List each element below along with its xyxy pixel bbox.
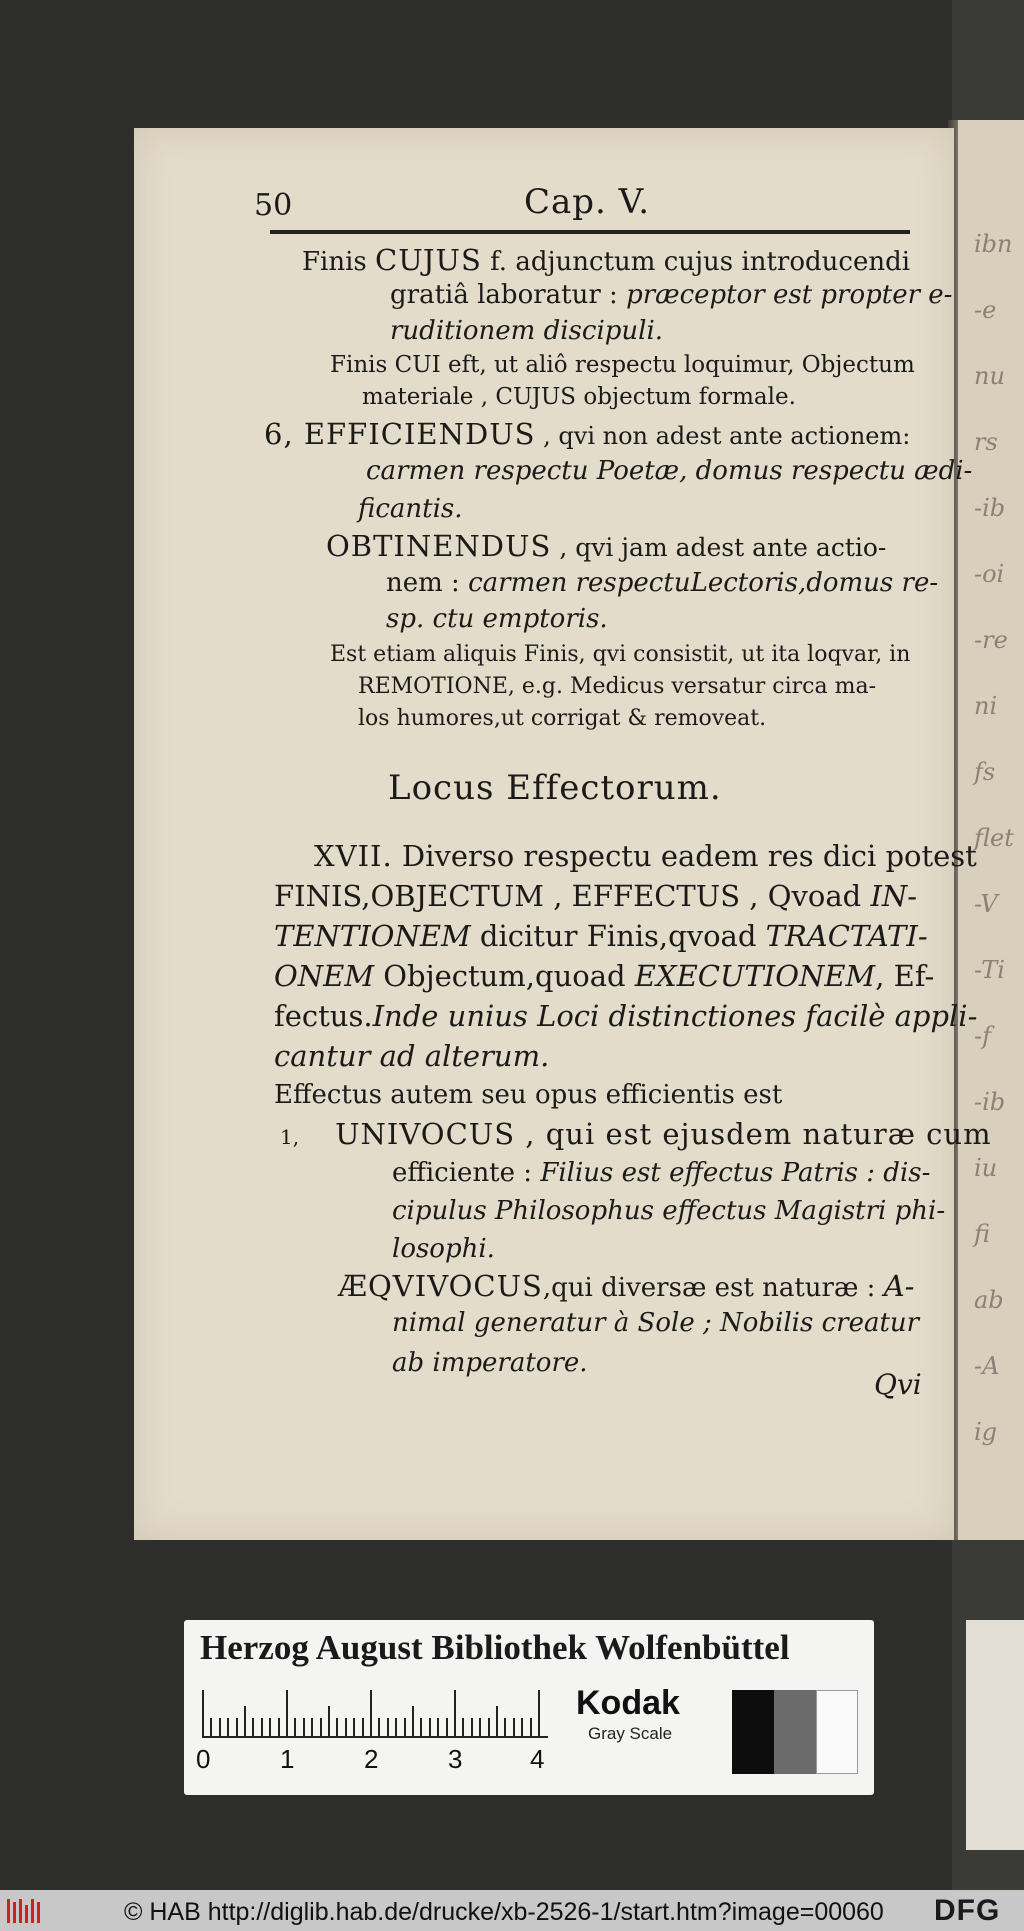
head-rule (270, 230, 910, 234)
page-number: 50 (254, 188, 293, 223)
text-line: sp. ctu emptoris. (386, 604, 608, 634)
ruler-tick (521, 1718, 523, 1736)
ruler-tick (311, 1718, 313, 1736)
section-heading: Locus Effectorum. (388, 768, 722, 808)
text-line: fectus.Inde unius Loci distinctiones facilè appli- (274, 999, 978, 1033)
text-line: 1, UNIVOCUS , qui est ejusdem naturæ cum (280, 1117, 992, 1151)
ruler-tick (219, 1718, 221, 1736)
footer-bar (0, 1890, 1024, 1931)
ruler-tick (252, 1718, 254, 1736)
ruler-tick (454, 1690, 456, 1736)
swatch-white (816, 1690, 858, 1774)
ruler-tick (370, 1690, 372, 1736)
text-line: 6, EFFICIENDUS , qvi non adest ante actionem: (264, 417, 911, 451)
text-line: efficiente : Filius est effectus Patris : dis- (392, 1158, 931, 1188)
ruler-tick (269, 1718, 271, 1736)
facing-page-fragment: rs (974, 428, 998, 456)
text-line: cantur ad alterum. (274, 1039, 550, 1073)
facing-page-fragment: fs (974, 758, 996, 786)
ruler-tick (446, 1718, 448, 1736)
text-line: ruditionem discipuli. (390, 316, 664, 346)
hab-logo-icon (6, 1897, 46, 1925)
facing-page-fragment: -Ti (974, 956, 1005, 984)
ruler-tick (437, 1718, 439, 1736)
text-line: TENTIONEM dicitur Finis,qvoad TRACTATI- (274, 919, 928, 953)
gray-scale-label: Gray Scale (588, 1724, 673, 1743)
text-line: carmen respectu Poetæ, domus respectu ædi- (366, 456, 973, 486)
ruler-tick (513, 1718, 515, 1736)
text-line: XVII. Diverso respectu eadem res dici potest (314, 839, 977, 873)
facing-page-fragment: iu (974, 1154, 998, 1182)
ruler-tick (378, 1718, 380, 1736)
ruler-tick (471, 1718, 473, 1736)
ruler-tick (353, 1718, 355, 1736)
ruler-tick (286, 1690, 288, 1736)
facing-page-fragment: flet (974, 824, 1014, 852)
ruler-tick (504, 1718, 506, 1736)
dfg-logo: DFG (934, 1894, 1001, 1927)
swatch-black (732, 1690, 774, 1774)
color-target (184, 1620, 874, 1795)
kodak-logo: Kodak (576, 1684, 680, 1722)
text-line: FINIS,OBJECTUM , EFFECTUS , Qvoad IN- (274, 879, 918, 913)
facing-page-strip (956, 120, 1024, 1540)
ruler-tick (429, 1718, 431, 1736)
text-line: Finis CUI eft, ut aliô respectu loquimur, Objectum (330, 352, 915, 378)
ruler-tick (320, 1718, 322, 1736)
ruler-number: 0 (196, 1744, 211, 1774)
ruler-tick (336, 1718, 338, 1736)
facing-page-fragment: ig (974, 1418, 998, 1446)
ruler-tick (236, 1718, 238, 1736)
facing-page-fragment: -A (974, 1352, 1000, 1380)
text-line: los humores,ut corrigat & removeat. (358, 706, 767, 731)
ruler-tick (345, 1718, 347, 1736)
ruler-tick (227, 1718, 229, 1736)
facing-page-fragment: -ib (974, 494, 1006, 522)
ruler-tick (387, 1718, 389, 1736)
ruler (202, 1690, 548, 1738)
ruler-tick (210, 1718, 212, 1736)
ruler-tick (294, 1718, 296, 1736)
ruler-tick (328, 1706, 330, 1736)
ruler-tick (362, 1718, 364, 1736)
facing-page-fragment: fi (974, 1220, 991, 1248)
facing-page-fragment: -oi (974, 560, 1005, 588)
ruler-tick (488, 1718, 490, 1736)
facing-page-fragment: -f (974, 1022, 991, 1050)
swatch-gray (774, 1690, 816, 1774)
ruler-tick (496, 1706, 498, 1736)
ruler-number: 3 (448, 1744, 463, 1774)
text-line: Est etiam aliquis Finis, qvi consistit, ut ita loqvar, in (330, 642, 911, 667)
text-line: REMOTIONE, e.g. Medicus versatur circa ma- (358, 674, 877, 699)
ruler-tick (530, 1718, 532, 1736)
facing-page-fragment: -V (974, 890, 998, 918)
ruler-tick (244, 1706, 246, 1736)
text-line: ficantis. (358, 494, 463, 524)
ruler-number: 4 (530, 1744, 545, 1774)
text-line: cipulus Philosophus effectus Magistri phi- (392, 1196, 946, 1226)
facing-page-fragment: ni (974, 692, 998, 720)
facing-page-fragment: -e (974, 296, 997, 324)
ruler-tick (202, 1690, 204, 1736)
text-line: gratiâ laboratur : præceptor est propter e- (390, 280, 953, 310)
facing-page-fragment: -ib (974, 1088, 1006, 1116)
ruler-tick (420, 1718, 422, 1736)
text-line: nimal generatur à Sole ; Nobilis creatur (392, 1308, 920, 1338)
text-line: Finis CUJUS f. adjunctum cujus introducendi (302, 243, 911, 277)
text-line: materiale , CUJUS objectum formale. (362, 384, 796, 410)
facing-page-fragment: -re (974, 626, 1008, 654)
running-head: Cap. V. (524, 182, 651, 222)
ruler-tick (404, 1718, 406, 1736)
text-line: losophi. (392, 1234, 495, 1264)
ruler-number: 2 (364, 1744, 379, 1774)
text-line: ab imperatore. (392, 1348, 588, 1378)
text-line: ÆQVIVOCUS,qui diversæ est naturæ : A- (338, 1269, 915, 1303)
facing-page-fragment: nu (974, 362, 1005, 390)
ruler-tick (412, 1706, 414, 1736)
text-line: OBTINENDUS , qvi jam adest ante actio- (326, 529, 887, 563)
catchword: Qvi (874, 1368, 922, 1401)
ruler-tick (278, 1718, 280, 1736)
book-block-edge (966, 1620, 1024, 1850)
text-line: ONEM Objectum,quoad EXECUTIONEM, Ef- (274, 959, 935, 993)
text-line: nem : carmen respectuLectoris,domus re- (386, 568, 939, 598)
ruler-tick (479, 1718, 481, 1736)
copyright-url[interactable]: © HAB http://diglib.hab.de/drucke/xb-2526-1/start.htm?image=00060 (124, 1898, 884, 1926)
ruler-tick (261, 1718, 263, 1736)
ruler-tick (303, 1718, 305, 1736)
ruler-number: 1 (280, 1744, 295, 1774)
ruler-tick (395, 1718, 397, 1736)
target-title: Herzog August Bibliothek Wolfenbüttel (200, 1628, 790, 1667)
text-line: Effectus autem seu opus efficientis est (274, 1080, 783, 1110)
facing-page-fragment: ab (974, 1286, 1004, 1314)
ruler-tick (462, 1718, 464, 1736)
facing-page-fragment: ibn (974, 230, 1013, 258)
ruler-tick (538, 1690, 540, 1736)
